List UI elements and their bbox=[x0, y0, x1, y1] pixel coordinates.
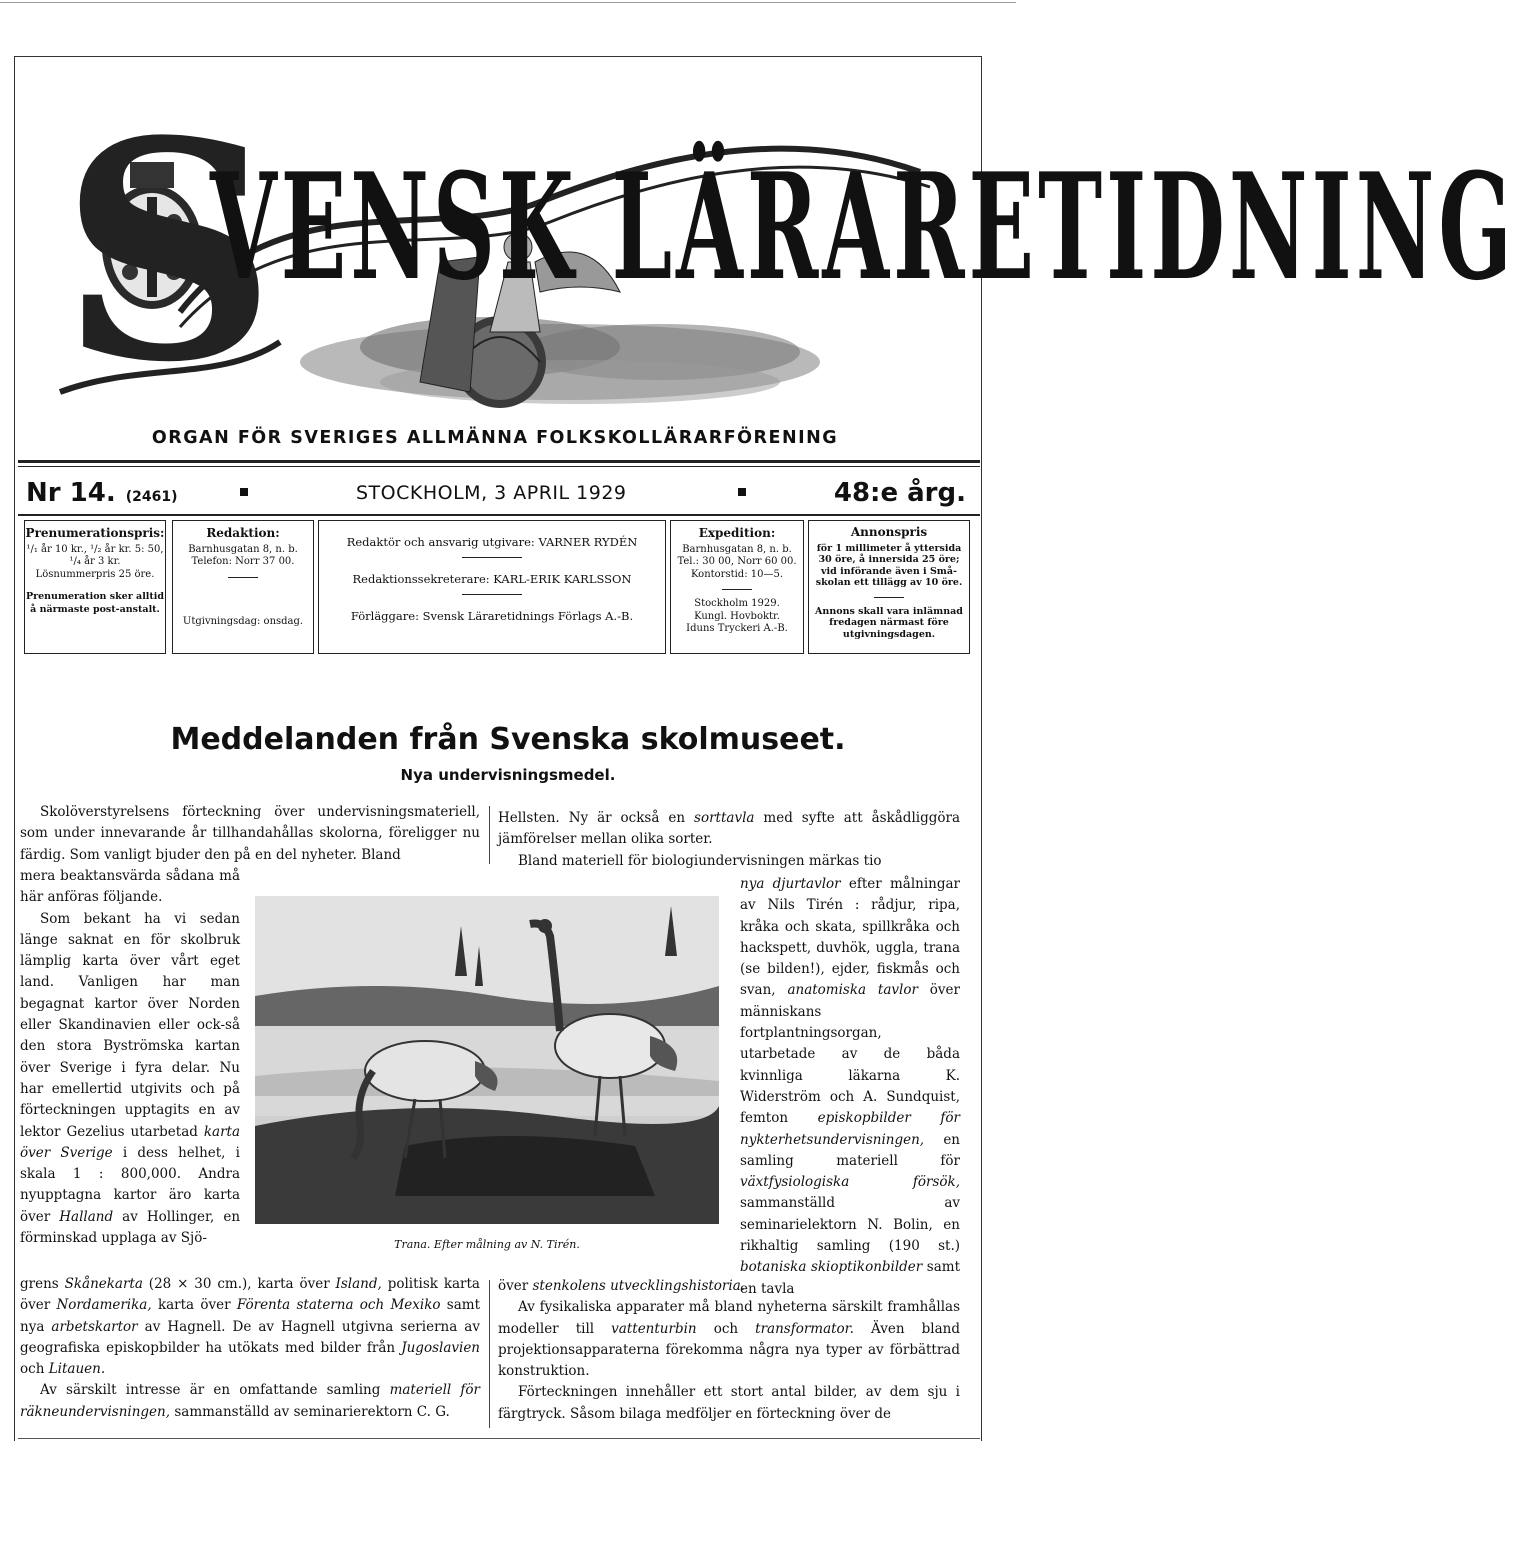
figure-caption: Trana. Efter målning av N. Tirén. bbox=[394, 1238, 580, 1251]
bullet-right bbox=[738, 488, 746, 496]
left-last-para bbox=[20, 1380, 480, 1423]
text-run: i dess helhet, i skala 1 : 800,000. Andra nyupptagna kartor äro karta över bbox=[20, 1144, 240, 1225]
crane-illustration bbox=[255, 896, 719, 1224]
editor-line: Redaktör och ansvarig utgivare: VARNER RYDÉN bbox=[346, 535, 638, 549]
rule-top bbox=[18, 460, 980, 463]
issue-serial: (2461) bbox=[125, 489, 178, 505]
text-run-italic: botaniska skioptikonbilder bbox=[740, 1259, 923, 1276]
divider bbox=[874, 597, 904, 598]
rule-issue-bottom bbox=[18, 514, 980, 516]
issue-number bbox=[26, 478, 177, 508]
masthead-subtitle: ORGAN FÖR SVERIGES ALLMÄNNA FOLKSKOLLÄRARFÖRENING bbox=[151, 428, 839, 448]
rule-top-thin bbox=[18, 466, 980, 467]
text-run-italic: stenkolens utvecklingshistoria. bbox=[532, 1278, 746, 1294]
box-subscription-title: Prenumerationspris: bbox=[25, 526, 165, 540]
text-run-italic: episkopbilder för nykterhetsundervisningen, bbox=[740, 1110, 960, 1148]
article-subtitle: Nya undervisningsmedel. bbox=[400, 766, 616, 784]
text-run: (28 × 30 cm.), karta över bbox=[148, 1276, 330, 1292]
text-run-italic: anatomiska tavlor bbox=[787, 982, 918, 999]
text-run: av Hollinger, en förminskad upplaga av Sjö- bbox=[20, 1208, 241, 1247]
advertising-deadline: Annons skall vara inlämnad fredagen närmast före utgivningsdagen. bbox=[815, 605, 963, 640]
masthead-title: VENSK LÄRARETIDNING bbox=[210, 142, 1516, 314]
text-run-italic: Skånekarta bbox=[64, 1276, 143, 1292]
left-intro-text: Skolöverstyrelsens förteckning över undervisningsmateriell, som under innevarande år tillhandahållas skolorna, föreligger nu färdig. Som vanligt bjuder den på en del nyheter. Bland bbox=[20, 804, 480, 863]
publisher-line: Förläggare: Svensk Läraretidnings Förlags A.-B. bbox=[350, 609, 634, 623]
divider bbox=[462, 594, 522, 595]
text-run-italic: sorttavla bbox=[694, 810, 755, 826]
column-rule-bottom bbox=[489, 1280, 490, 1428]
volume-year: 48:e årg. bbox=[833, 478, 966, 508]
editorial-day: Utgivningsdag: onsdag. bbox=[182, 615, 304, 627]
editorial-phone: Telefon: Norr 37 00. bbox=[191, 556, 295, 567]
right-col-narrow bbox=[740, 874, 960, 1300]
expedition-phone: Tel.: 30 00, Norr 60 00. bbox=[677, 556, 797, 567]
masthead bbox=[20, 62, 1516, 428]
text-run: Av fysikaliska apparater må bland nyheterna särskilt framhållas modeller till bbox=[498, 1299, 960, 1337]
text-run: grens bbox=[20, 1276, 59, 1292]
printer-line1: Stockholm 1929. bbox=[694, 598, 780, 609]
left-narrow-text1: mera beaktansvärda sådana må här anföras följande. bbox=[20, 868, 240, 906]
left-narrow-para bbox=[20, 909, 240, 1250]
text-run-italic: Halland bbox=[59, 1208, 114, 1225]
right-narrow-para bbox=[740, 874, 960, 1300]
subscription-line3: Lösnummerpris 25 öre. bbox=[35, 568, 155, 580]
expedition-address: Barnhusgatan 8, n. b. bbox=[682, 543, 792, 555]
divider bbox=[228, 577, 258, 578]
left-col-narrow bbox=[20, 866, 240, 1249]
box-editorial-title: Redaktion: bbox=[206, 526, 280, 540]
advertising-rates: för 1 millimeter å yttersida 30 öre, å innersida 25 öre; vid införande även i Små-skolan ett tillägg av 10 öre. bbox=[815, 542, 963, 588]
bullet-left bbox=[240, 488, 248, 496]
issue-bar bbox=[26, 474, 966, 514]
text-run-italic: vattenturbin bbox=[611, 1320, 697, 1337]
text-run-italic: Litauen. bbox=[48, 1361, 106, 1378]
box-expedition bbox=[670, 520, 804, 654]
box-editorial bbox=[172, 520, 314, 654]
masthead-initial: S bbox=[60, 75, 277, 428]
page-bottom-rule bbox=[18, 1438, 980, 1439]
expedition-hours: Kontorstid: 10—5. bbox=[690, 568, 784, 580]
text-run: av Hagnell. De av Hagnell utgivna serierna av geografiska episkopbilder ha utökats med bilder från bbox=[20, 1318, 480, 1356]
box-expedition-title: Expedition: bbox=[698, 526, 776, 540]
left-bottom-para bbox=[20, 1274, 480, 1380]
text-run: Även bland projektionsapparaterna förekomma några nya typer av förbättrad konstruktion. bbox=[498, 1320, 960, 1380]
subscription-line1: ¹/₁ år 10 kr., ¹/₂ år kr. 5: 50, bbox=[26, 543, 164, 555]
text-run: och bbox=[20, 1361, 45, 1378]
text-run: Som bekant ha vi sedan länge saknat en för skolbruk lämplig karta över vårt eget land. Vanligen har man begagnat kartor över Norden eller Skandinavien eller ock-så den stora Byströmska kartan över Sverige i fyra delar. Nu har emellertid utgivits och på förteckningen upptagits en av lektor Gezelius utarbetad bbox=[20, 910, 240, 1140]
column-rule-top bbox=[489, 806, 490, 864]
secretary-line: Redaktionssekreterare: KARL-ERIK KARLSSON bbox=[352, 572, 632, 586]
box-subscription bbox=[24, 520, 166, 654]
text-run: över människans fortplantningsorgan, utarbetade av de båda kvinnliga läkarna K. Widerström och A. Sundquist, femton bbox=[740, 982, 960, 1127]
right-bottom-para1 bbox=[498, 1276, 960, 1297]
dateline: STOCKHOLM, 3 APRIL 1929 bbox=[356, 482, 627, 504]
editorial-address: Barnhusgatan 8, n. b. bbox=[188, 543, 298, 555]
text-run: Av särskilt intresse är en omfattande samling bbox=[40, 1382, 381, 1399]
text-run: över bbox=[498, 1278, 529, 1294]
text-run-italic: Jugoslavien bbox=[401, 1339, 481, 1356]
right-col-bottom bbox=[498, 1276, 960, 1425]
right-intro-para bbox=[498, 808, 960, 851]
printer-line2: Kungl. Hovboktr. bbox=[694, 610, 780, 622]
text-run-italic: karta över Sverige bbox=[20, 1123, 240, 1161]
left-col-intro bbox=[20, 802, 480, 866]
text-run-italic: växtfysiologiska försök, bbox=[740, 1174, 960, 1191]
right-col-intro bbox=[498, 808, 960, 872]
text-run: samt nya bbox=[20, 1297, 480, 1335]
text-run-italic: materiell för räkneundervisningen, bbox=[20, 1382, 480, 1420]
text-run: Hellsten. Ny är också en bbox=[498, 810, 686, 826]
right-bio-lead: Bland materiell för biologiundervisningen märkas tio bbox=[518, 852, 882, 869]
issue-number-text: Nr 14. bbox=[26, 478, 116, 508]
text-run: och bbox=[713, 1320, 739, 1337]
top-edge-line bbox=[0, 2, 1016, 3]
box-editors bbox=[318, 520, 666, 654]
text-run: med syfte att åskådliggöra jämförelser mellan olika sorter. bbox=[498, 810, 960, 848]
text-run-italic: transformator. bbox=[755, 1320, 854, 1337]
text-run: en samling materiell för bbox=[740, 1131, 960, 1169]
right-bottom-para2 bbox=[498, 1297, 960, 1382]
text-run: sammanställd av seminarielektorn N. Bolin, en rikhaltig samling (190 st.) bbox=[740, 1195, 960, 1255]
divider bbox=[722, 589, 752, 590]
box-advertising-title: Annonspris bbox=[850, 525, 928, 539]
article-title: Meddelanden från Svenska skolmuseet. bbox=[170, 722, 846, 757]
text-run: politisk karta över bbox=[20, 1276, 480, 1314]
subscription-note: Prenumeration sker alltid å närmaste post-anstalt. bbox=[25, 591, 165, 615]
left-col-bottom bbox=[20, 1274, 480, 1423]
subscription-line2: ¹/₄ år 3 kr. bbox=[69, 556, 121, 567]
text-run: efter målningar av Nils Tirén : rådjur, ripa, kråka och skata, spillkråka och hackspett, duvhök, uggla, trana (se bilden!), ejder, fiskmås och svan, bbox=[740, 876, 961, 999]
right-bottom-para3: Förteckningen innehåller ett stort antal bilder, av dem sju i färgtryck. Såsom bilaga medföljer en förteckning över de bbox=[498, 1384, 960, 1422]
printer-line3: Iduns Tryckeri A.-B. bbox=[686, 623, 788, 634]
box-advertising bbox=[808, 520, 970, 654]
text-run: karta över bbox=[157, 1297, 231, 1314]
text-run-italic: Nordamerika, bbox=[56, 1297, 152, 1314]
text-run-italic: Island, bbox=[335, 1276, 382, 1292]
divider bbox=[462, 557, 522, 558]
crane-painting-svg bbox=[255, 896, 719, 1224]
text-run-italic: Förenta staterna och Mexiko bbox=[236, 1297, 441, 1314]
text-run-italic: nya djurtavlor bbox=[740, 876, 841, 892]
text-run: samt en tavla bbox=[740, 1259, 960, 1297]
text-run-italic: arbetskartor bbox=[51, 1318, 138, 1335]
text-run: sammanställd av seminarierektorn C. G. bbox=[174, 1403, 450, 1420]
